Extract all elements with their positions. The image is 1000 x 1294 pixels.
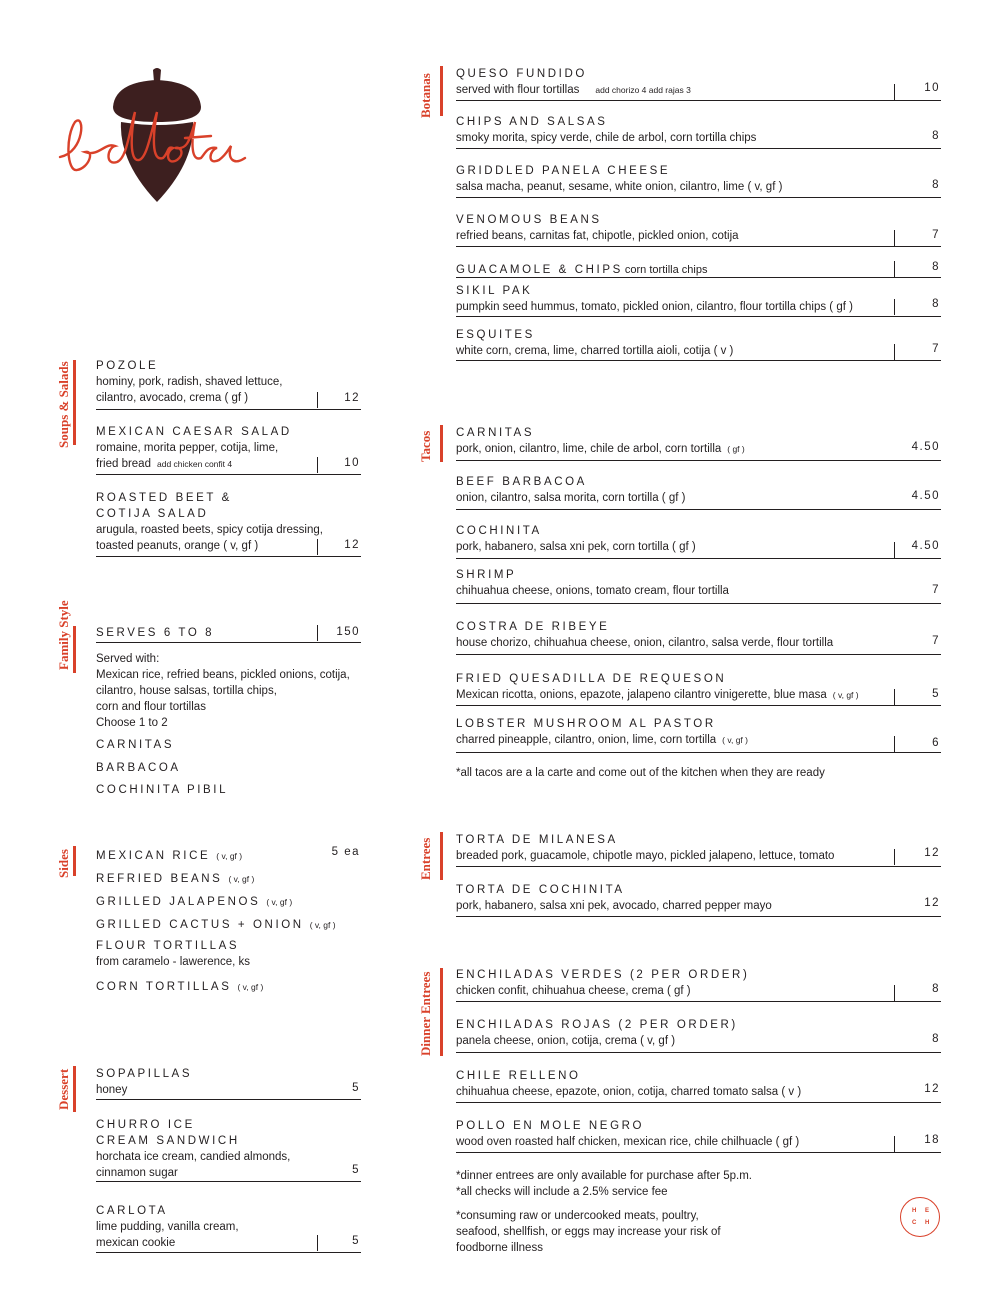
menu-item-guacamole-chips: GUACAMOLE & CHIPS corn tortilla chips bbox=[456, 264, 708, 276]
section-family-style: Family Style bbox=[56, 600, 71, 670]
section-soups-salads: Soups & Salads bbox=[56, 361, 71, 448]
menu-item-roasted-beet-salad: ROASTED BEET & COTIJA SALAD arugula, roasted beets, spicy cotija dressing, toasted peanuts, orange ( v, gf ) bbox=[96, 492, 323, 552]
menu-item-beef-barbacoa: BEEF BARBACOA onion, cilantro, salsa morita, corn tortilla ( gf ) bbox=[456, 476, 686, 504]
family-choice: BARBACOA bbox=[96, 762, 181, 774]
menu-item-mexican-caesar-salad: MEXICAN CAESAR SALAD romaine, morita pepper, cotija, lime, fried bread add chicken confit 4 bbox=[96, 426, 292, 470]
menu-item-family-style: SERVES 6 TO 8 bbox=[96, 627, 215, 639]
menu-item-enchiladas-verdes: ENCHILADAS VERDES (2 PER ORDER) chicken confit, chihuahua cheese, crema ( gf ) bbox=[456, 969, 750, 997]
side-item: CORN TORTILLAS ( v, gf ) bbox=[96, 981, 264, 993]
side-item: GRILLED CACTUS + ONION ( v, gf ) bbox=[96, 919, 336, 931]
menu-item-pollo-en-mole-negro: POLLO EN MOLE NEGRO wood oven roasted half chicken, mexican rice, chile chilhuacle ( gf ) bbox=[456, 1120, 800, 1148]
menu-item-shrimp: SHRIMP chihuahua cheese, onions, tomato cream, flour tortilla bbox=[456, 569, 729, 597]
section-botanas: Botanas bbox=[418, 73, 433, 118]
acorn-icon bbox=[113, 68, 201, 202]
side-item: FLOUR TORTILLAS from caramelo - lawerence, ks bbox=[96, 940, 251, 968]
brand-name: bellota bbox=[55, 49, 103, 66]
side-item: MEXICAN RICE ( v, gf ) bbox=[96, 850, 243, 862]
menu-item-cochinita: COCHINITA pork, habanero, salsa xni pek, corn tortilla ( gf ) bbox=[456, 525, 696, 553]
consumer-warning: *consuming raw or undercooked meats, poultry, seafood, shellfish, or eggs may increase your risk of foodborne illness bbox=[456, 1210, 721, 1254]
menu-item-venomous-beans: VENOMOUS BEANS refried beans, carnitas fat, chipotle, pickled onion, cotija bbox=[456, 214, 739, 242]
service-fee-note: *all checks will include a 2.5% service fee bbox=[456, 1186, 668, 1198]
menu-item-sopapillas: SOPAPILLAS honey bbox=[96, 1068, 193, 1096]
side-item: REFRIED BEANS ( v, gf ) bbox=[96, 873, 255, 885]
section-dessert: Dessert bbox=[56, 1068, 71, 1110]
menu-item-griddled-panela-cheese: GRIDDLED PANELA CHEESE salsa macha, peanut, sesame, white onion, cilantro, lime ( v, gf ) bbox=[456, 165, 783, 193]
family-choice: COCHINITA PIBIL bbox=[96, 784, 229, 796]
menu-item-esquites: ESQUITES white corn, crema, lime, charred tortilla aioli, cotija ( v ) bbox=[456, 329, 734, 357]
menu-item-torta-de-milanesa: TORTA DE MILANESA breaded pork, guacamole, chipotle mayo, pickled jalapeno, lettuce, tomato bbox=[456, 834, 835, 862]
menu-item-sikil-pak: SIKIL PAK pumpkin seed hummus, tomato, pickled onion, cilantro, flour tortilla chips ( gf ) bbox=[456, 285, 853, 313]
menu-item-lobster-mushroom: LOBSTER MUSHROOM AL PASTOR charred pineapple, cilantro, onion, lime, corn tortilla ( v, gf ) bbox=[456, 718, 748, 746]
menu-item-churro-ice-cream-sandwich: CHURRO ICE CREAM SANDWICH horchata ice cream, candied almonds, cinnamon sugar bbox=[96, 1119, 291, 1179]
hech-badge-icon: H E C H bbox=[900, 1197, 940, 1237]
tacos-note: *all tacos are a la carte and come out of the kitchen when they are ready bbox=[456, 767, 825, 779]
menu-item-chile-relleno: CHILE RELLENO chihuahua cheese, epazote, onion, cotija, charred tomato salsa ( v ) bbox=[456, 1070, 802, 1098]
menu-item-costra-de-ribeye: COSTRA DE RIBEYE house chorizo, chihuahua cheese, onion, cilantro, salsa verde, flour tortilla bbox=[456, 621, 834, 649]
family-choice: CARNITAS bbox=[96, 739, 175, 751]
bellota-logo bbox=[55, 49, 285, 212]
section-tacos: Tacos bbox=[418, 430, 433, 462]
menu-item-queso-fundido: QUESO FUNDIDO served with flour tortillas add chorizo 4 add rajas 3 bbox=[456, 68, 691, 96]
menu-item-chips-and-salsas: CHIPS AND SALSAS smoky morita, spicy verde, chile de arbol, corn tortilla chips bbox=[456, 116, 757, 144]
side-item: GRILLED JALAPENOS ( v, gf ) bbox=[96, 896, 293, 908]
menu-item-pozole: POZOLE hominy, pork, radish, shaved lettuce, cilantro, avocado, crema ( gf ) bbox=[96, 360, 283, 404]
menu-item-carlota: CARLOTA lime pudding, vanilla cream, mexican cookie bbox=[96, 1205, 239, 1249]
price: 12 bbox=[344, 392, 360, 404]
menu-item-torta-de-cochinita: TORTA DE COCHINITA pork, habanero, salsa xni pek, avocado, charred pepper mayo bbox=[456, 884, 772, 912]
menu-item-fried-quesadilla: FRIED QUESADILLA DE REQUESON Mexican ricotta, onions, epazote, jalapeno cilantro vinigerette, blue masa ( v, gf ) bbox=[456, 673, 859, 701]
section-dinner-entrees: Dinner Entrees bbox=[418, 971, 433, 1056]
menu-item-carnitas: CARNITAS pork, onion, cilantro, lime, chile de arbol, corn tortilla ( gf ) bbox=[456, 427, 745, 455]
section-sides: Sides bbox=[56, 849, 71, 878]
dinner-note: *dinner entrees are only available for purchase after 5p.m. bbox=[456, 1170, 752, 1182]
menu-item-enchiladas-rojas: ENCHILADAS ROJAS (2 PER ORDER) panela cheese, onion, cotija, crema ( v, gf ) bbox=[456, 1019, 738, 1047]
family-served-with: Served with: Mexican rice, refried beans, pickled onions, cotija, cilantro, house salsas, tortilla chips, corn and flour tortillas Choose 1 to 2 bbox=[96, 653, 350, 729]
section-entrees: Entrees bbox=[418, 837, 433, 880]
